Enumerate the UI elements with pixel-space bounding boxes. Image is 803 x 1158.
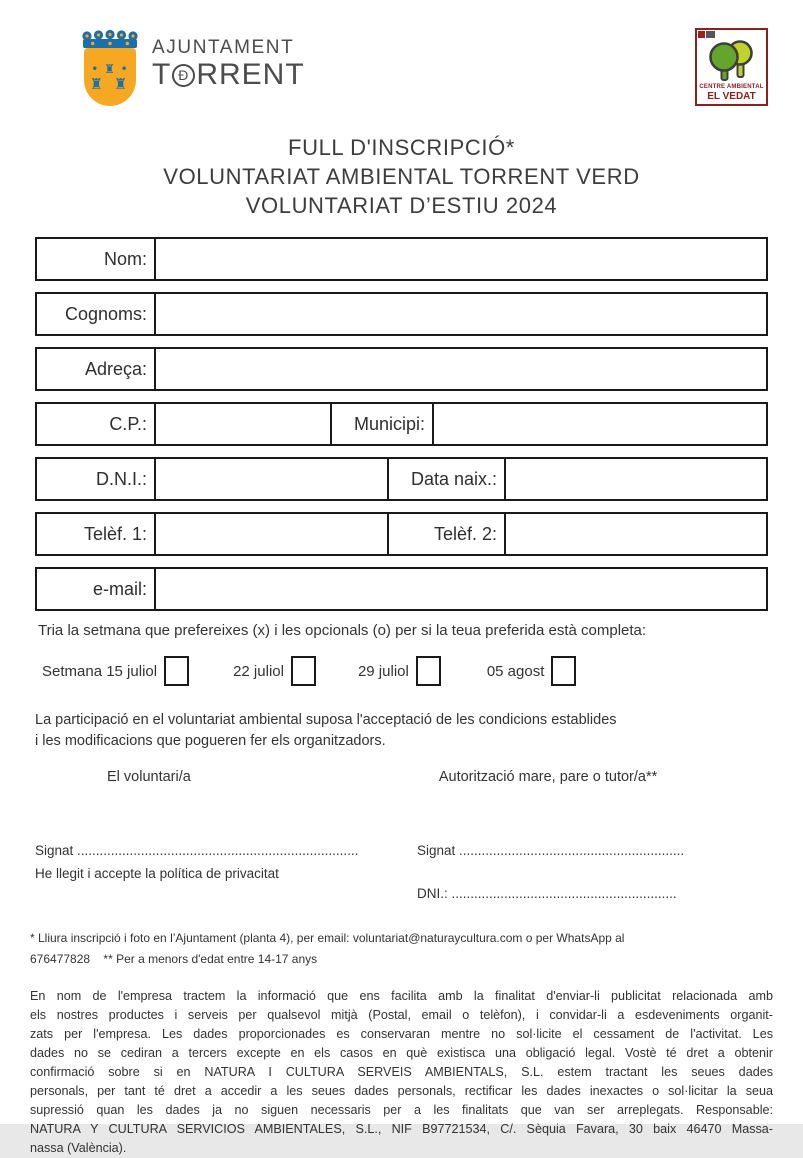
- week-group-22-juliol: [233, 656, 316, 686]
- adreca-input[interactable]: [156, 349, 766, 389]
- signature-headings: [0, 769, 803, 785]
- ajuntament-logo-text: [152, 38, 305, 90]
- conditions-paragraph: [35, 710, 768, 752]
- shield-symbols-row1: • ♜ •: [91, 61, 129, 76]
- footnote-line1: * Lliura inscripció i foto en l’Ajuntament (planta 4), per email: voluntariat@naturaycultura.com o per WhatsApp al: [30, 931, 625, 945]
- vedat-mini-marks: [698, 31, 715, 38]
- vedat-mini-gray-mark: [706, 31, 715, 38]
- legal-line8: NATURA Y CULTURA SERVICIOS AMBIENTALES, S.L., NIF B97721534, C/. Sèquia Favara, 30 baix 46470 Massa-: [30, 1122, 773, 1136]
- torrent-wordmark: [152, 60, 305, 90]
- form-title-line1: FULL D'INSCRIPCIÓ*: [288, 135, 515, 160]
- guardian-dni-label: DNI.:: [417, 886, 448, 901]
- volunteer-signat-dots: ...........................................................................: [77, 843, 359, 858]
- week-group-29-juliol: [358, 656, 441, 686]
- conditions-line2: i les modificacions que pogueren fer els organitzadors.: [35, 733, 386, 749]
- week-22-juliol-label: 22 juliol: [233, 662, 284, 680]
- vedat-mini-red-mark: [698, 31, 705, 38]
- torrent-letters-rrent: RRENT: [196, 58, 305, 91]
- nom-input[interactable]: [156, 239, 766, 279]
- privacy-acceptance-text: He llegit i accepte la política de privacitat: [35, 866, 279, 881]
- vedat-logo-line1: CENTRE AMBIENTAL: [699, 84, 764, 90]
- legal-line7: supressió quan les dades ja no siguen necessaris per a les finalitats que van ser arreplegats. Responsable:: [30, 1103, 773, 1117]
- ajuntament-wordmark: AJUNTAMENT: [152, 37, 295, 58]
- data-naix-label: Data naix.:: [389, 459, 506, 499]
- volunteer-signat-line[interactable]: [35, 843, 417, 865]
- form-title-line2: VOLUNTARIAT AMBIENTAL TORRENT VERD: [163, 164, 640, 189]
- week-group-05-agost: [487, 656, 577, 686]
- form-row-telefons: [35, 512, 768, 556]
- dni-input[interactable]: [156, 459, 389, 499]
- signature-block: [0, 843, 803, 908]
- email-input[interactable]: [156, 569, 766, 609]
- legal-line9: nassa (València).: [30, 1141, 127, 1155]
- telef2-label: Telèf. 2:: [389, 514, 506, 554]
- legal-line4: dades no se cediran a tercers excepte en els casos en què existisca una obligació legal. Vostè té dret a obtenir: [30, 1046, 773, 1060]
- guardian-heading: Autorització mare, pare o tutor/a**: [438, 769, 658, 785]
- header: [0, 0, 803, 120]
- footnote-line2: 676477828 ** Per a menors d'edat entre 14-17 anys: [30, 952, 318, 966]
- torrent-letter-t: T: [152, 58, 172, 91]
- form-row-nom: [35, 237, 768, 281]
- week-15-juliol-checkbox[interactable]: [164, 656, 189, 686]
- form-row-email: [35, 567, 768, 611]
- centre-ambiental-el-vedat-logo: [695, 28, 768, 106]
- torrent-coat-of-arms: [80, 30, 140, 106]
- guardian-dni-line[interactable]: [417, 886, 727, 908]
- municipi-input[interactable]: [434, 404, 766, 444]
- trees-icon: [704, 38, 760, 82]
- week-selection-prompt: Tria la setmana que prefereixes (x) i les opcionals (o) per si la teua preferida està completa:: [38, 622, 647, 639]
- telef1-input[interactable]: [156, 514, 389, 554]
- guardian-signature-column: [417, 843, 727, 908]
- form-title: [0, 133, 803, 220]
- vedat-logo-line2: EL VEDAT: [707, 91, 756, 102]
- form-row-dni-datanaix: [35, 457, 768, 501]
- shield-symbols-row2: ♜ ♜: [89, 74, 131, 93]
- legal-line3: zats per l'empresa. Les dades proporcionades es conservaran mentre no sol·licite el cessament de l'activitat. Les: [30, 1027, 773, 1041]
- form-title-line3: VOLUNTARIAT D’ESTIU 2024: [245, 193, 558, 218]
- legal-line6: personals, per tant té dret a accedir a les seues dades personals, rectificar les dades inexactes o sol·licitar la seua: [30, 1084, 773, 1098]
- crown-icon: [80, 30, 140, 50]
- week-05-agost-checkbox[interactable]: [551, 656, 576, 686]
- adreca-label: Adreça:: [37, 349, 156, 389]
- cognoms-label: Cognoms:: [37, 294, 156, 334]
- cp-label: C.P.:: [37, 404, 156, 444]
- guardian-signat-label: Signat: [417, 843, 456, 858]
- legal-line2: els nostres productes i serveis per qualsevol mitjà (Postal, email o telèfon), i convidar-li a esdeveniments organit-: [30, 1008, 773, 1022]
- legal-line1: En nom de l'empresa tractem la informació que ens facilita amb la finalitat d'enviar-li publicitat relacionada amb: [30, 989, 773, 1003]
- volunteer-signat-label: Signat: [35, 843, 74, 858]
- legal-privacy-paragraph: [30, 987, 773, 1158]
- telef2-input[interactable]: [506, 514, 766, 554]
- ajuntament-torrent-logo: [80, 28, 305, 106]
- personal-data-form: [35, 237, 768, 611]
- guardian-signat-dots: ............................................................: [459, 843, 685, 858]
- email-label: e-mail:: [37, 569, 156, 609]
- telef1-label: Telèf. 1:: [37, 514, 156, 554]
- guardian-dni-dots: ............................................................: [451, 886, 677, 901]
- conditions-line1: La participació en el voluntariat ambiental suposa l'acceptació de les condicions establides: [35, 712, 617, 728]
- week-29-juliol-checkbox[interactable]: [416, 656, 441, 686]
- form-row-cognoms: [35, 292, 768, 336]
- torrent-shield-icon: [84, 48, 136, 106]
- data-naix-input[interactable]: [506, 459, 766, 499]
- footnote: [30, 928, 773, 970]
- cognoms-input[interactable]: [156, 294, 766, 334]
- week-05-agost-label: 05 agost: [486, 662, 545, 680]
- dni-label: D.N.I.:: [37, 459, 156, 499]
- form-row-cp-municipi: [35, 402, 768, 446]
- week-checkbox-row: [42, 656, 768, 686]
- cp-input[interactable]: [156, 404, 332, 444]
- week-22-juliol-checkbox[interactable]: [291, 656, 316, 686]
- guardian-signat-line[interactable]: [417, 843, 727, 865]
- volunteer-heading: El voluntari/a: [107, 769, 191, 785]
- week-15-juliol-label: Setmana 15 juliol: [42, 662, 158, 680]
- torrent-de-circle-icon: Đ: [172, 64, 195, 87]
- form-row-adreca: [35, 347, 768, 391]
- nom-label: Nom:: [37, 239, 156, 279]
- week-group-15-juliol: [42, 656, 189, 686]
- volunteer-signature-column: [35, 843, 417, 908]
- legal-line5: confirmació sobre si en NATURA I CULTURA SERVEIS AMBIENTALS, S.L. estem tractant les seues dades: [30, 1065, 773, 1079]
- week-29-juliol-label: 29 juliol: [357, 662, 409, 680]
- municipi-label: Municipi:: [332, 404, 434, 444]
